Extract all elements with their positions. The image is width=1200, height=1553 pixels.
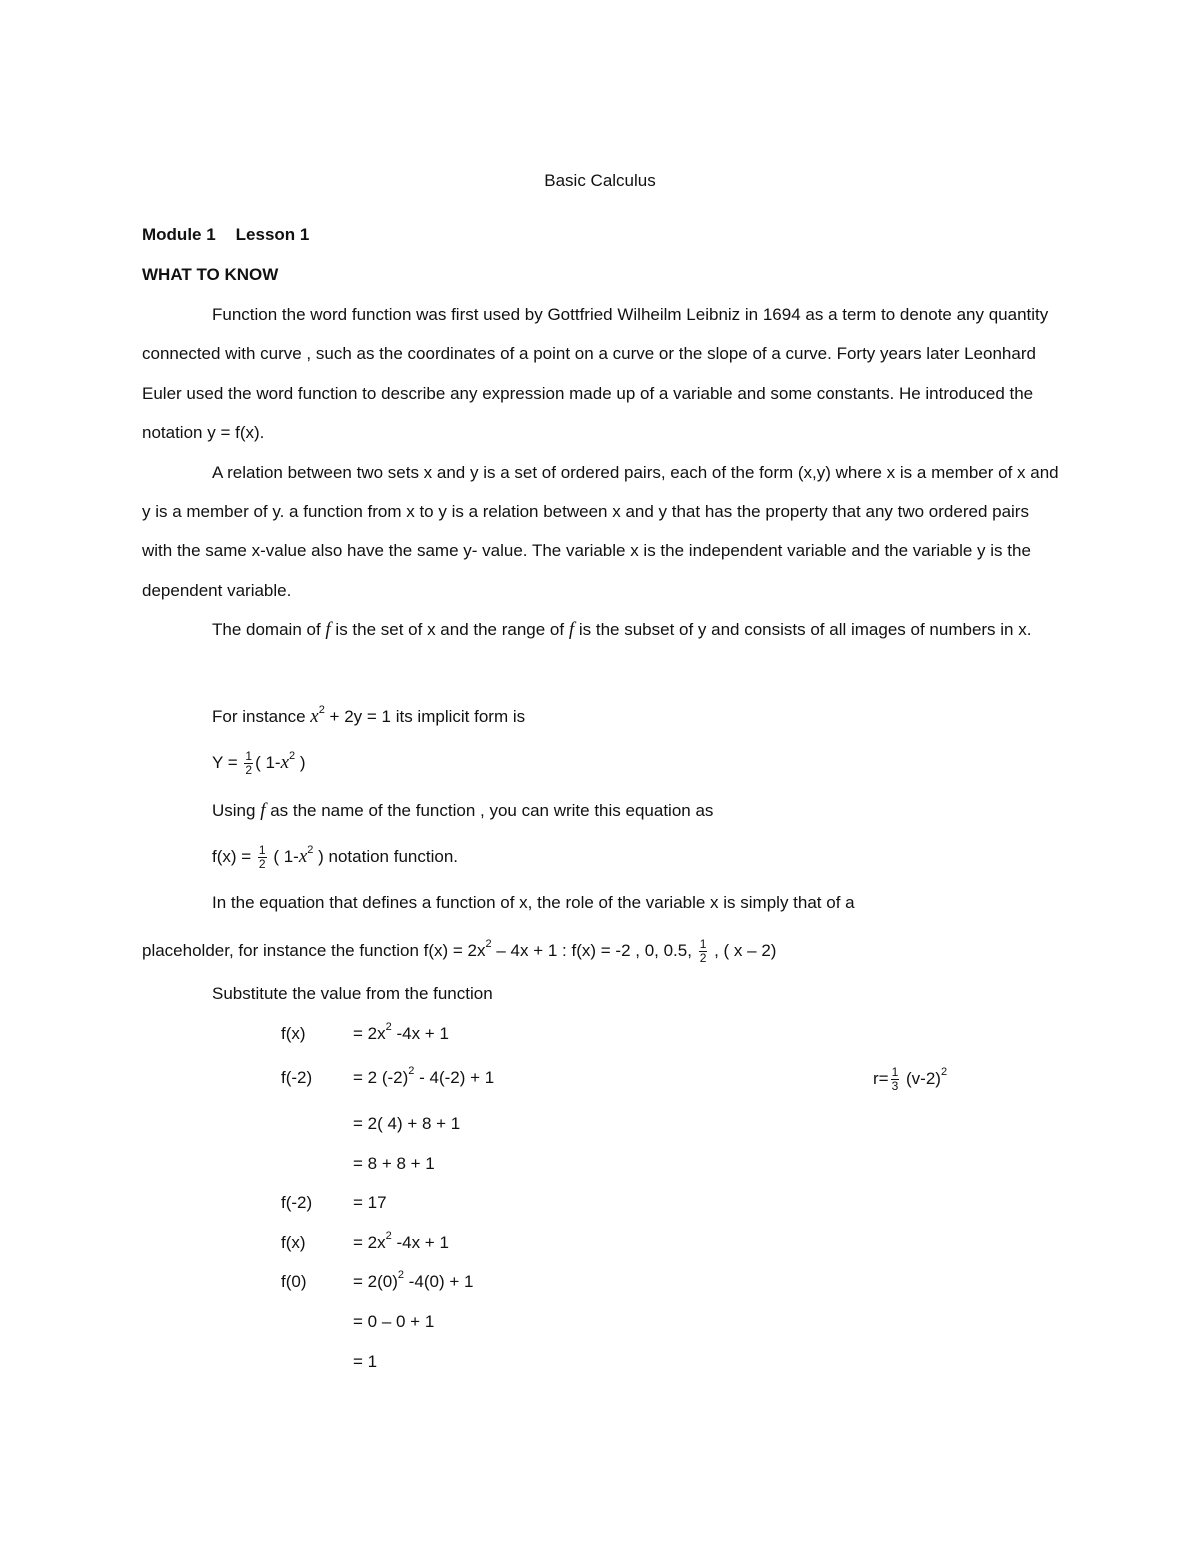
step-expression: = 1 xyxy=(353,1352,378,1371)
y-equation: Y = $\frac{1}{2}$ ( $1-x^2$ ) xyxy=(212,749,306,777)
lesson-label: Lesson 1 xyxy=(235,225,310,244)
module-lesson-heading xyxy=(142,225,309,245)
function-f-symbol: f xyxy=(260,800,266,821)
step-label: f(-2) xyxy=(281,1068,313,1087)
fx-equation: f(x) = $\frac{1}{2}$ ( $1-x^2$ ) notation function. xyxy=(212,843,459,871)
fraction: $\frac{1}{2}$ xyxy=(699,937,707,965)
step-expression: = 2( 4) + 8 + 1 xyxy=(353,1114,461,1133)
step-expression: = $2x^2$ -4x + 1 xyxy=(353,1230,449,1252)
paragraph-relation-definition: A relation between two sets x and y is a set of ordered pairs, each of the form (x,y) where x is a member of x and y is a member of y. a function from x to y is a relation between x and y that has the property that any two ordered pairs with the same x-value also have the same y- value. The variable x is the independent variable and the variable y is the dependent variable. xyxy=(142,462,1059,600)
step-label: f(x) xyxy=(281,1024,306,1043)
using-line: Using f as the name of the function , you can write this equation as xyxy=(212,800,714,821)
step-expression: = 17 xyxy=(353,1193,387,1212)
substitute-line: Substitute the value from the function xyxy=(212,984,493,1003)
step-label: f(-2) xyxy=(281,1193,313,1212)
variable-x: x xyxy=(310,706,319,727)
exponent: 2 xyxy=(307,843,314,856)
exponent: 2 xyxy=(318,704,325,716)
step-expression: = 8 + 8 + 1 xyxy=(353,1154,435,1173)
side-note-equation: r= $\frac{1}{3}$ $(v-2)^2$ xyxy=(873,1065,948,1093)
paragraph-domain-range: The domain of f is the set of x and the range of f is the subset of y and consists of all images of numbers in x. xyxy=(212,619,1032,641)
step-expression: = 2 $(-2)^2 - 4(-2) + 1$ xyxy=(353,1065,495,1087)
paragraph-function-history: Function the word function was first used by Gottfried Wilheilm Leibniz in 1694 as a term to denote any quantity connected with curve , such as the coordinates of a point on a curve or the slope of a curve. Forty years later Leonhard Euler used the word function to describe any expression made up of a variable and some constants. He introduced the notation y = f(x). xyxy=(142,305,1049,443)
step-label: f(0) xyxy=(281,1272,307,1291)
step-expression: = $2x^2$ -4x + 1 xyxy=(353,1021,449,1043)
document-title: Basic Calculus xyxy=(544,171,656,190)
variable-x: x xyxy=(280,751,290,773)
fraction: $\frac{1}{2}$ xyxy=(258,843,266,871)
function-f-symbol: f xyxy=(325,619,331,641)
function-f-symbol: f xyxy=(568,619,575,641)
fraction: $\frac{1}{3}$ xyxy=(891,1065,899,1093)
exponent: 2 xyxy=(485,937,492,950)
body-paragraphs xyxy=(142,295,1062,650)
variable-x: x xyxy=(298,845,308,867)
fraction: $\frac{1}{2}$ xyxy=(245,749,253,777)
section-heading: WHAT TO KNOW xyxy=(142,265,279,284)
instance-line: For instance $x^2 + 2y = 1$ its implicit form is xyxy=(212,704,526,727)
placeholder-line-1: In the equation that defines a function of x, the role of the variable x is simply that of a xyxy=(212,893,855,912)
module-label: Module 1 xyxy=(142,225,216,244)
placeholder-line-2: placeholder, for instance the function $f(x) = 2x^2 - 4x + 1$ : f(x) = -2 , 0, 0.5, $\frac{1}{2}$ , ( x – 2) xyxy=(142,937,777,965)
exponent: 2 xyxy=(289,749,296,762)
step-label: f(x) xyxy=(281,1233,306,1252)
exponent: 2 xyxy=(940,1065,948,1078)
step-expression: = $2(0)^2$ -4(0) + 1 xyxy=(353,1269,474,1291)
step-expression: = 0 – 0 + 1 xyxy=(353,1312,435,1331)
